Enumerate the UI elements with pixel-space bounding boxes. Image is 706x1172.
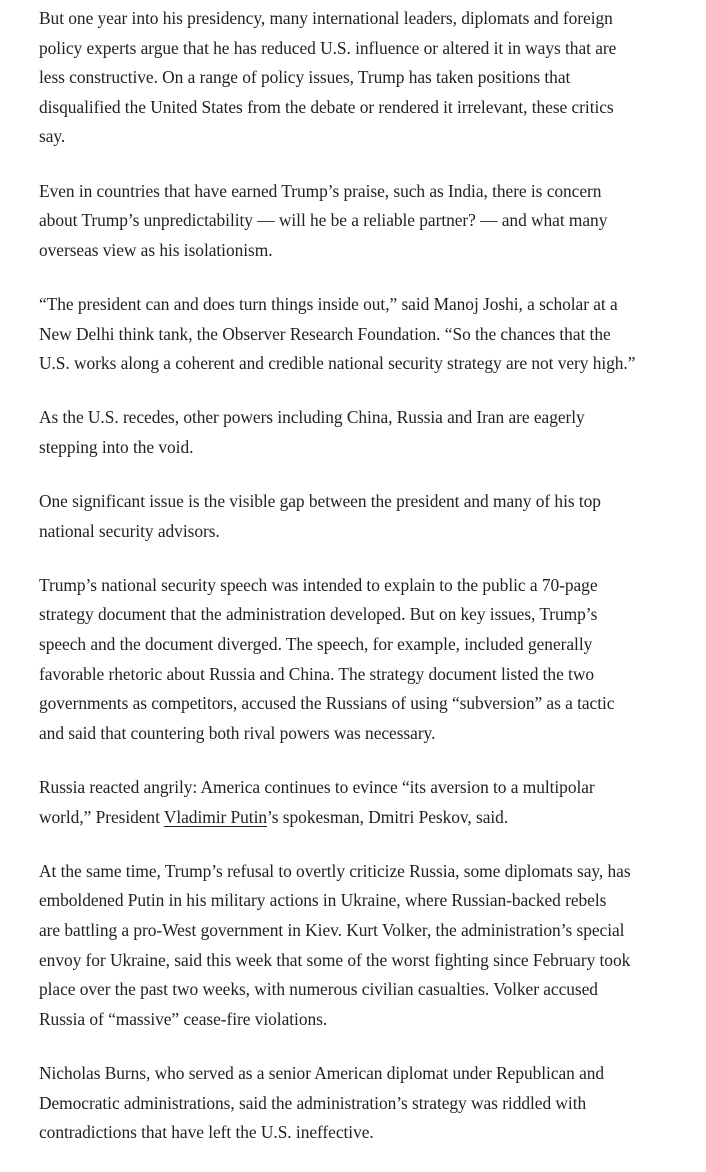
text-line: governments as competitors, accused the Russians of using “subversion” as a tactic bbox=[39, 693, 615, 714]
text-line: Trump’s national security speech was intended to explain to the public a 70-page bbox=[39, 574, 598, 595]
text-line: At the same time, Trump’s refusal to overtly criticize Russia, some diplomats say, has bbox=[39, 860, 631, 881]
text-line: “The president can and does turn things inside out,” said Manoj Joshi, a scholar at a bbox=[39, 293, 618, 314]
putin-link[interactable]: Vladimir Putin bbox=[163, 806, 268, 827]
text-line: emboldened Putin in his military actions in Ukraine, where Russian-backed rebels bbox=[39, 890, 607, 911]
paragraph-3-joshi-quote bbox=[39, 290, 689, 379]
text-line: As the U.S. recedes, other powers including China, Russia and Iran are eagerly bbox=[39, 407, 585, 428]
text-line: envoy for Ukraine, said this week that some of the worst fighting since February took bbox=[39, 949, 631, 970]
text-line: One significant issue is the visible gap between the president and many of his top bbox=[39, 491, 601, 512]
text-line: disqualified the United States from the debate or rendered it irrelevant, these critics bbox=[39, 96, 614, 117]
text-line: But one year into his presidency, many international leaders, diplomats and foreign bbox=[39, 8, 613, 28]
text-line: U.S. works along a coherent and credible national security strategy are not very high.” bbox=[39, 353, 636, 374]
text-line: Russia of “massive” cease-fire violations. bbox=[39, 1008, 328, 1029]
paragraph-9 bbox=[39, 1059, 689, 1148]
text-line: less constructive. On a range of policy issues, Trump has taken positions that bbox=[39, 67, 571, 88]
text-line: national security advisors. bbox=[39, 520, 220, 541]
text-line: Democratic administrations, said the administration’s strategy was riddled with bbox=[39, 1092, 587, 1113]
text-fragment: ’s spokesman, Dmitri Peskov, said. bbox=[267, 806, 509, 827]
paragraph-1 bbox=[39, 4, 689, 152]
paragraph-6 bbox=[39, 571, 689, 749]
paragraph-7-russia-reaction bbox=[39, 773, 689, 832]
text-line: policy experts argue that he has reduced U.S. influence or altered it in ways that are bbox=[39, 37, 617, 58]
text-line: are battling a pro-West government in Kiev. Kurt Volker, the administration’s special bbox=[39, 920, 625, 940]
article-body bbox=[39, 4, 689, 1172]
text-line: stepping into the void. bbox=[39, 436, 194, 457]
text-line bbox=[39, 803, 689, 833]
text-fragment: world,” President bbox=[39, 806, 164, 827]
text-line: speech and the document diverged. The speech, for example, included generally bbox=[39, 634, 593, 655]
text-line: Even in countries that have earned Trump’s praise, such as India, there is concern bbox=[39, 180, 602, 201]
text-line: New Delhi think tank, the Observer Research Foundation. “So the chances that the bbox=[39, 323, 611, 344]
text-line: place over the past two weeks, with numerous civilian casualties. Volker accused bbox=[39, 979, 598, 1000]
text-line: favorable rhetoric about Russia and China. The strategy document listed the two bbox=[39, 663, 594, 684]
text-line: about Trump’s unpredictability — will he be a reliable partner? — and what many bbox=[39, 210, 608, 231]
text-line: Russia reacted angrily: America continues to evince “its aversion to a multipolar bbox=[39, 777, 595, 798]
text-line: overseas view as his isolationism. bbox=[39, 239, 273, 260]
paragraph-5 bbox=[39, 487, 689, 546]
text-line: and said that countering both rival powers was necessary. bbox=[39, 722, 436, 743]
paragraph-4 bbox=[39, 403, 689, 462]
paragraph-2 bbox=[39, 177, 689, 266]
text-line: say. bbox=[39, 126, 66, 147]
text-line: contradictions that have left the U.S. ineffective. bbox=[39, 1122, 374, 1143]
text-line: strategy document that the administration developed. But on key issues, Trump’s bbox=[39, 604, 598, 625]
paragraph-8 bbox=[39, 857, 689, 1035]
text-line: Nicholas Burns, who served as a senior American diplomat under Republican and bbox=[39, 1062, 605, 1083]
